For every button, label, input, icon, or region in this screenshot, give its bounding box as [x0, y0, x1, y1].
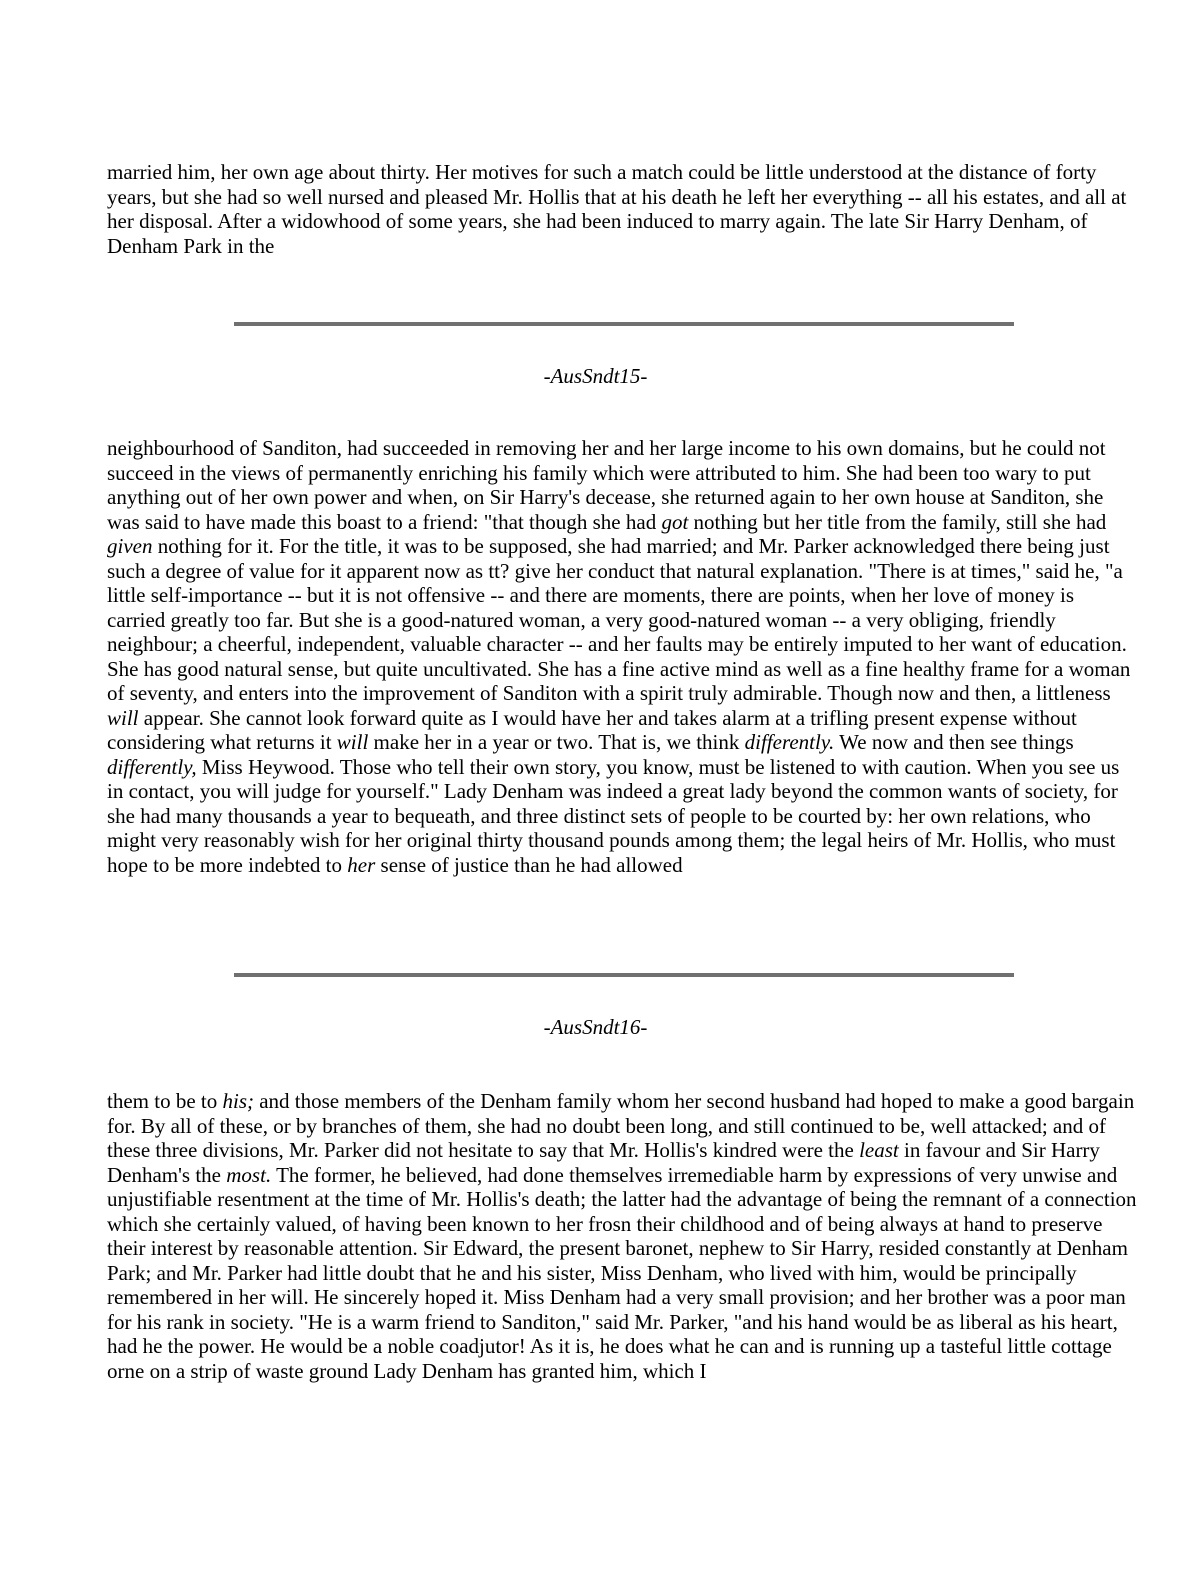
italic-text-run: got: [661, 509, 689, 534]
text-run: appear. She cannot look forward quite as I would have her and takes alarm at a trifling present expense without considering what returns it: [107, 705, 1077, 754]
text-run: in favour and Sir Harry Denham's the: [107, 1138, 1100, 1187]
text-run: neighbourhood of Sanditon, had succeeded in removing her and her large income to his own domains, but he could not succeed in the views of permanently enriching his family which were attributed to him. She had been too wary to put anything out of her own power and when, on Sir Harry's decease, she returned again to her own house at Sanditon, she was said to have made this boast to a friend: "that though she had: [107, 436, 1106, 534]
page-divider-rule: [234, 973, 1014, 977]
text-run: them to be to: [107, 1089, 223, 1113]
page-marker: -AusSndt15-: [543, 364, 648, 388]
page-divider-rule: [234, 322, 1014, 326]
page-marker: -AusSndt16-: [543, 1015, 648, 1039]
italic-text-run: will: [336, 730, 369, 754]
italic-text-run: his;: [222, 1089, 254, 1113]
paragraph-1: [107, 160, 1137, 258]
italic-text-run: differently,: [107, 754, 197, 779]
paragraph-2: [107, 436, 1137, 877]
text-run: and those members of the Denham family whom her second husband had hoped to make a good bargain for. By all of these, or by branches of them, she had no doubt been long, and still continued to be, well attacked; and of these three divisions, Mr. Parker did not hesitate to say that Mr. Hollis's kindred were the: [107, 1089, 1135, 1162]
italic-text-run: will: [107, 705, 139, 730]
italic-text-run: most.: [226, 1162, 272, 1187]
text-run: Miss Heywood. Those who tell their own story, you know, must be listened to with caution. When you see us in contact, you will judge for yourself." Lady Denham was indeed a great lady beyond the common wants of society, for she had many thousands a year to bequeath, and three distinct sets of people to be courted by: her own relations, who might very reasonably wish for her original thirty thousand pounds among them; the legal heirs of Mr. Hollis, who must hope to be more indebted to: [107, 754, 1120, 877]
paragraph-3: [107, 1089, 1137, 1383]
text-run: nothing for it. For the title, it was to be supposed, she had married; and Mr. Parker acknowledged there being just such a degree of value for it apparent now as tt? give her conduct that natural explanation. "There is at times," said he, "a little self-importance -- but it is not offensive -- and there are moments, there are points, when her love of money is carried greatly too far. But she is a good-natured woman, a very good-natured woman -- a very obliging, friendly neighbour; a cheerful, independent, valuable character -- and her faults may be entirely imputed to her want of education. She has good natural sense, but quite uncultivated. She has a fine active mind as well as a fine healthy frame for a woman of seventy, and enters into the improvement of Sanditon with a spirit truly admirable. Though now and then, a littleness: [107, 534, 1131, 705]
italic-text-run: her: [347, 852, 376, 877]
text-run: married him, her own age about thirty. Her motives for such a match could be little understood at the distance of forty years, but she had so well nursed and pleased Mr. Hollis that at his death he left her everything -- all his estates, and all at her disposal. After a widowhood of some years, she had been induced to marry again. The late Sir Harry Denham, of Denham Park in the: [107, 160, 1127, 258]
text-run: make her in a year or two. That is, we think: [368, 730, 745, 754]
text-run: sense of justice than he had allowed: [375, 852, 683, 877]
italic-text-run: differently.: [744, 730, 835, 754]
italic-text-run: least: [859, 1138, 899, 1162]
text-run: The former, he believed, had done themselves irremediable harm by expressions of very unwise and unjustifiable resentment at the time of Mr. Hollis's death; the latter had the advantage of being the remnant of a connection which she certainly valued, of having been known to her frosn their childhood and of being always at hand to preserve their interest by reasonable attention. Sir Edward, the present baronet, nephew to Sir Harry, resided constantly at Denham Park; and Mr. Parker had little doubt that he and his sister, Miss Denham, who lived with him, would be principally remembered in her will. He sincerely hoped it. Miss Denham had a very small provision; and her brother was a poor man for his rank in society. "He is a warm friend to Sanditon," said Mr. Parker, "and his hand would be as liberal as his heart, had he the power. He would be a noble coadjutor! As it is, he does what he can and is running up a tasteful little cottage orne on a strip of waste ground Lady Denham has granted him, which I: [107, 1162, 1137, 1383]
italic-text-run: given: [107, 534, 153, 558]
text-run: nothing but her title from the family, still she had: [688, 509, 1107, 534]
text-run: We now and then see things: [834, 730, 1074, 754]
